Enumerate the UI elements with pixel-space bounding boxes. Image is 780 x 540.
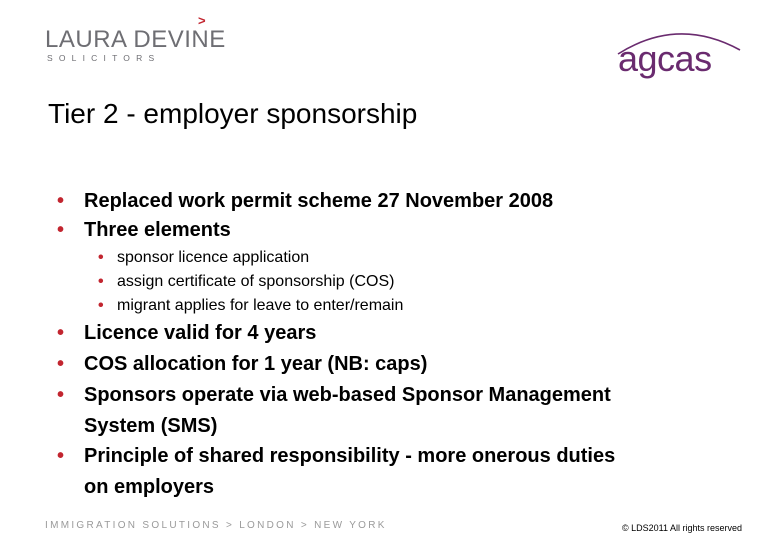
logo-name: LAURA DEVINE <box>45 26 226 53</box>
agcas-logo <box>608 30 748 82</box>
bullet-text: COS allocation for 1 year (NB: caps) <box>84 353 428 375</box>
bullet-dot-icon: • <box>57 219 65 241</box>
sub-bullet-text: migrant applies for leave to enter/remain <box>117 297 404 314</box>
sub-bullet-text: sponsor licence application <box>117 249 310 266</box>
sub-bullet-dot-icon: • <box>98 273 104 290</box>
bullet-dot-icon: • <box>57 322 65 344</box>
logo-subtitle: SOLICITORS <box>47 53 161 63</box>
footer-tagline: IMMIGRATION SOLUTIONS > LONDON > NEW YORK <box>45 520 387 531</box>
bullet-text: Sponsors operate via web-based Sponsor Management <box>84 384 611 406</box>
sub-bullet-dot-icon: • <box>98 249 104 266</box>
sub-bullet-text: assign certificate of sponsorship (COS) <box>117 273 395 290</box>
bullet-continuation: System (SMS) <box>84 415 218 437</box>
sub-bullet-dot-icon: • <box>98 297 104 314</box>
bullet-dot-icon: • <box>57 445 65 467</box>
agcas-wordmark: agcas <box>618 38 712 79</box>
bullet-text: Licence valid for 4 years <box>84 322 317 344</box>
bullet-dot-icon: • <box>57 384 65 406</box>
bullet-continuation: on employers <box>84 476 215 498</box>
bullet-text: Three elements <box>84 219 231 241</box>
bullet-dot-icon: • <box>57 190 65 212</box>
bullet-text: Replaced work permit scheme 27 November 2008 <box>84 190 554 212</box>
footer-copyright: © LDS2011 All rights reserved <box>621 523 742 533</box>
bullet-text: Principle of shared responsibility - more onerous duties <box>84 445 616 467</box>
bullet-dot-icon: • <box>57 353 65 375</box>
slide-title: Tier 2 - employer sponsorship <box>48 98 418 129</box>
logo-arrow-icon: > <box>198 13 206 28</box>
